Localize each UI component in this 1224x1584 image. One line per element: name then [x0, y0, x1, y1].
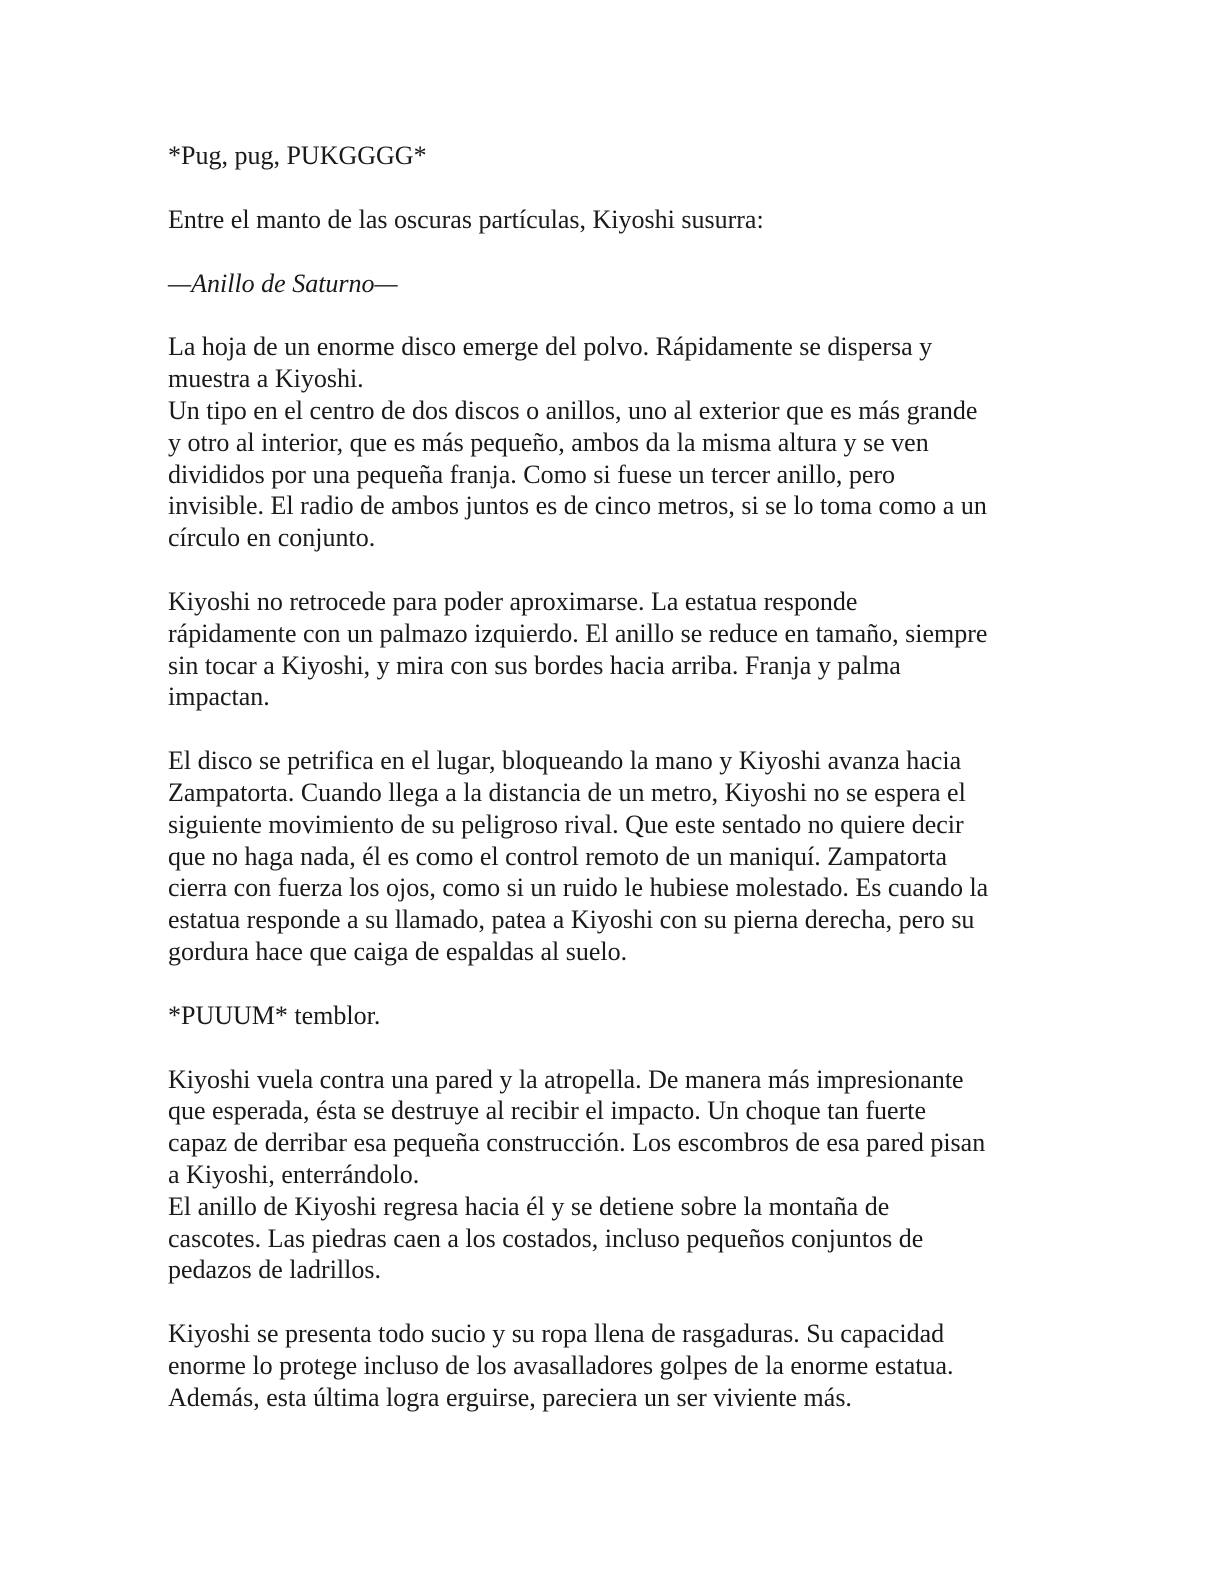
text-line: Entre el manto de las oscuras partículas, Kiyoshi susurra: — [168, 204, 764, 234]
text-line: divididos por una pequeña franja. Como si fuese un tercer anillo, pero — [168, 459, 896, 489]
paragraph — [168, 331, 1058, 554]
text-line: que no haga nada, él es como el control remoto de un maniquí. Zampatorta — [168, 841, 948, 871]
paragraph — [168, 1318, 1058, 1413]
text-line: *Pug, pug, PUKGGGG* — [168, 141, 427, 170]
text-line: invisible. El radio de ambos juntos es de cinco metros, si se lo toma como a un — [168, 491, 987, 521]
text-line: sin tocar a Kiyoshi, y mira con sus bordes hacia arriba. Franja y palma — [168, 650, 901, 680]
paragraph — [168, 745, 1058, 968]
text-line: círculo en conjunto. — [168, 523, 376, 553]
paragraph — [168, 586, 1058, 713]
text-line: a Kiyoshi, enterrándolo. — [168, 1159, 420, 1189]
text-line: impactan. — [168, 682, 270, 712]
text-line: *PUUUM* temblor. — [168, 1000, 381, 1030]
text-line: Además, esta última logra erguirse, pareciera un ser viviente más. — [168, 1382, 852, 1412]
text-line: Kiyoshi no retrocede para poder aproximarse. La estatua responde — [168, 586, 858, 616]
text-line: capaz de derribar esa pequeña construcción. Los escombros de esa pared pisan — [168, 1128, 986, 1158]
paragraph — [168, 1000, 1058, 1032]
text-line: cascotes. Las piedras caen a los costados, incluso pequeños conjuntos de — [168, 1223, 924, 1253]
text-line: muestra a Kiyoshi. — [168, 364, 364, 394]
text-line: —Anillo de Saturno— — [168, 268, 398, 298]
text-line: que esperada, ésta se destruye al recibir el impacto. Un choque tan fuerte — [168, 1096, 926, 1126]
text-line: El anillo de Kiyoshi regresa hacia él y se detiene sobre la montaña de — [168, 1191, 890, 1221]
text-line: cierra con fuerza los ojos, como si un ruido le hubiese molestado. Es cuando la — [168, 873, 989, 903]
text-line: enorme lo protege incluso de los avasalladores golpes de la enorme estatua. — [168, 1350, 954, 1380]
text-line: La hoja de un enorme disco emerge del polvo. Rápidamente se dispersa y — [168, 332, 933, 362]
text-line: estatua responde a su llamado, patea a Kiyoshi con su pierna derecha, pero su — [168, 905, 975, 935]
text-line: y otro al interior, que es más pequeño, ambos da la misma altura y se ven — [168, 427, 929, 457]
paragraph — [168, 1064, 1058, 1287]
text-line: Un tipo en el centro de dos discos o anillos, uno al exterior que es más grande — [168, 395, 978, 425]
paragraph — [168, 140, 1058, 172]
text-line: El disco se petrifica en el lugar, bloqueando la mano y Kiyoshi avanza hacia — [168, 746, 962, 776]
document-body — [168, 140, 1058, 1446]
text-line: Kiyoshi vuela contra una pared y la atropella. De manera más impresionante — [168, 1064, 964, 1094]
text-line: Kiyoshi se presenta todo sucio y su ropa llena de rasgaduras. Su capacidad — [168, 1319, 945, 1349]
text-line: gordura hace que caiga de espaldas al suelo. — [168, 936, 628, 966]
text-line: siguiente movimiento de su peligroso rival. Que este sentado no quiere decir — [168, 809, 964, 839]
paragraph — [168, 268, 1058, 300]
paragraph — [168, 204, 1058, 236]
text-line: Zampatorta. Cuando llega a la distancia de un metro, Kiyoshi no se espera el — [168, 777, 966, 807]
text-line: pedazos de ladrillos. — [168, 1255, 381, 1285]
text-line: rápidamente con un palmazo izquierdo. El anillo se reduce en tamaño, siempre — [168, 618, 988, 648]
